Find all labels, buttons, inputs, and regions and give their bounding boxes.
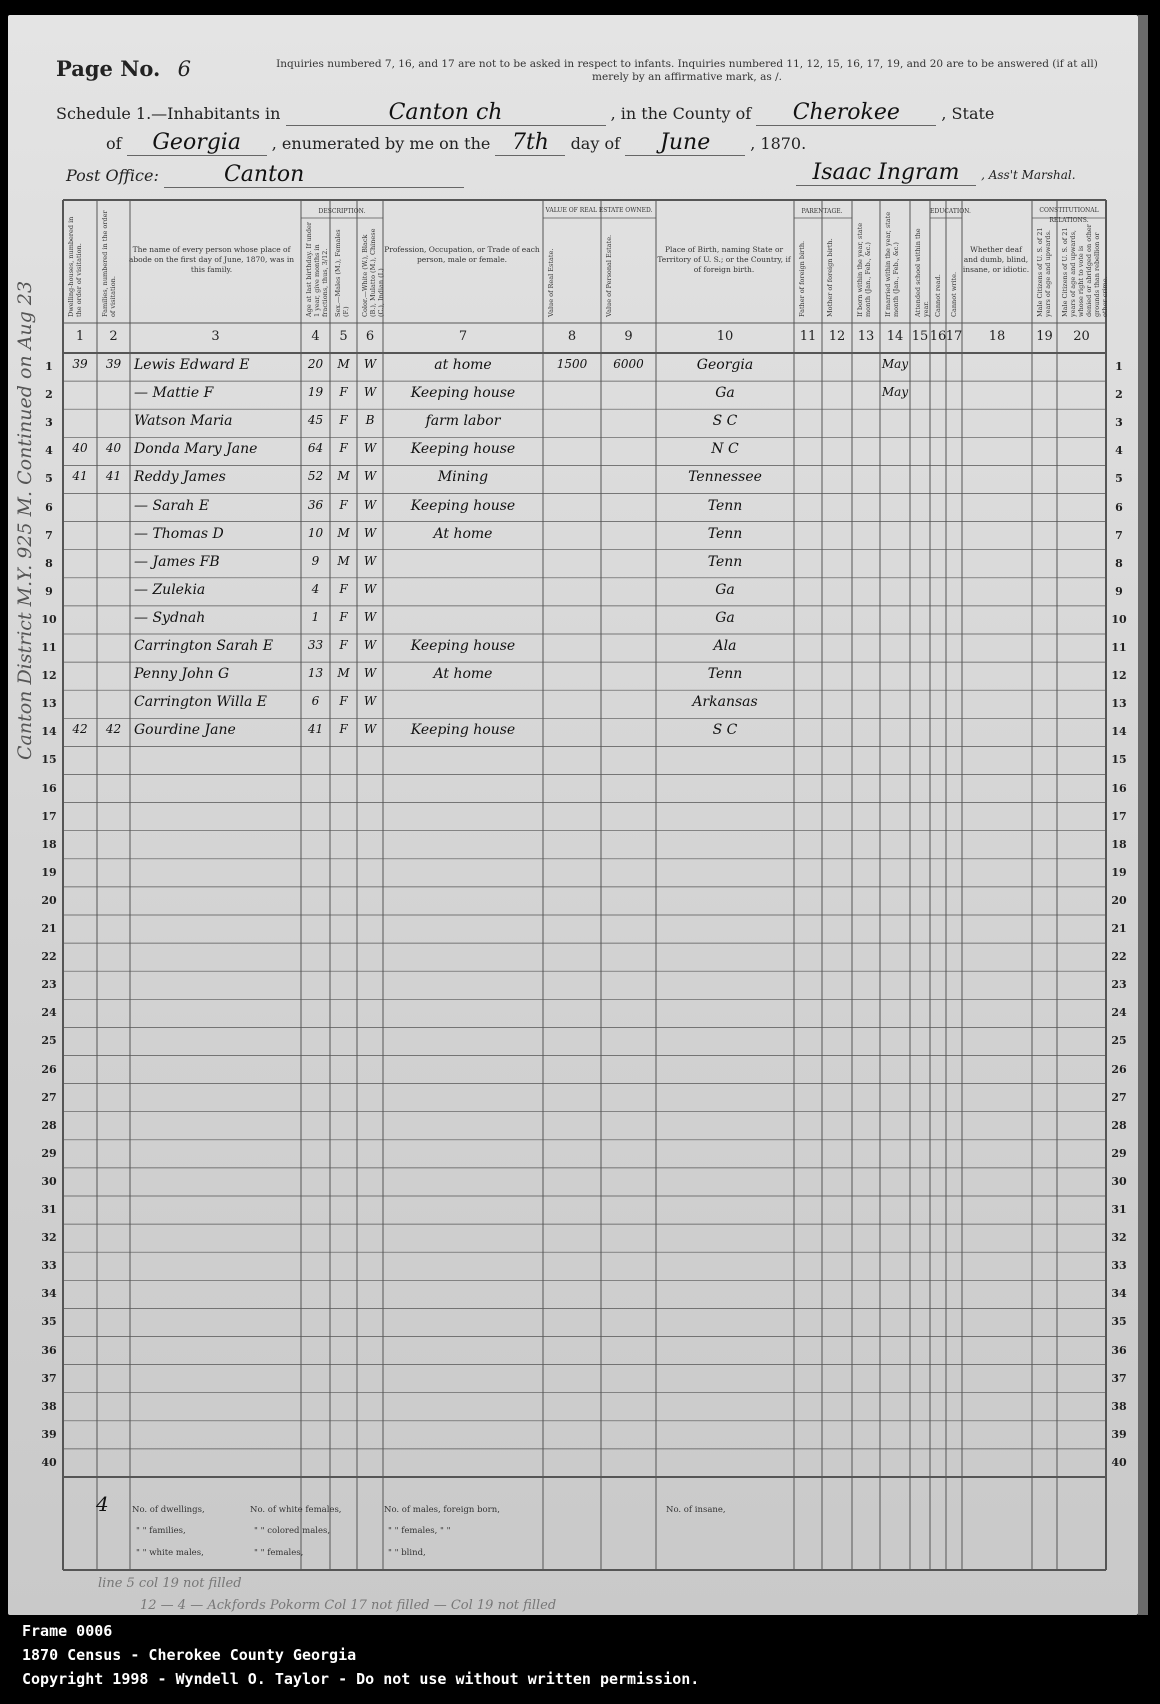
entry-age: 52 (307, 469, 324, 484)
entry-age: 4 (311, 581, 320, 596)
entry-name: Donda Mary Jane (134, 441, 258, 458)
row-number: 14 (41, 725, 57, 739)
post-office-name: Canton (164, 162, 464, 188)
entry-birth: Tenn (707, 525, 743, 542)
colored-males-label: " " colored males, (254, 1526, 331, 1536)
day-of-label: day of (570, 134, 621, 153)
entry-sex: M (337, 525, 350, 540)
row-number: 9 (1115, 584, 1123, 598)
entry-birth: Ga (715, 609, 735, 626)
entry-name: — Sydnah (134, 609, 206, 626)
entry-fam: 39 (105, 357, 122, 371)
row-number: 28 (1111, 1118, 1127, 1132)
entry-color: W (363, 694, 377, 709)
entry-color: B (365, 413, 375, 428)
males-foreign-label: No. of males, foreign born, (384, 1505, 500, 1515)
row-number: 4 (1115, 444, 1123, 458)
row-number: 11 (41, 641, 57, 654)
frame-caption: Frame 0006 (22, 1622, 113, 1640)
entry-birth: Tenn (707, 497, 743, 514)
entry-name: Carrington Sarah E (134, 638, 274, 654)
entry-fam: 42 (105, 722, 122, 737)
row-number: 37 (1111, 1371, 1127, 1385)
entry-occ: Mining (437, 469, 489, 486)
row-number: 6 (45, 500, 53, 514)
colored-females-label: " " females, (254, 1548, 304, 1558)
row-number: 27 (41, 1090, 57, 1104)
blind-label: " " blind, (388, 1548, 426, 1558)
row-number: 2 (45, 388, 53, 402)
row-number: 19 (41, 865, 57, 879)
row-number: 24 (41, 1006, 57, 1020)
entry-dw: 39 (72, 357, 88, 371)
row-number: 40 (41, 1455, 57, 1469)
education-group-header: EDUCATION. (930, 208, 971, 215)
entry-sex: F (339, 694, 348, 709)
constitutional-group-header: CONSTITUTIONAL RELATIONS. (1039, 207, 1099, 224)
row-number: 17 (41, 809, 57, 823)
entry-occ: At home (433, 525, 493, 542)
col18-header: Whether deaf and dumb, blind, insane, or idiotic. (962, 245, 1030, 274)
row-number: 3 (45, 416, 53, 430)
column-number: 18 (988, 329, 1006, 344)
entry-birth: N C (711, 441, 739, 458)
column-number: 12 (828, 329, 846, 344)
row-number: 39 (1111, 1427, 1127, 1441)
row-number: 28 (41, 1118, 57, 1132)
c16-header: Cannot read. (934, 274, 942, 317)
row-number: 33 (41, 1259, 57, 1273)
c6-header: Color.—White (W.), Black (B.), Mulatto (M.), Chinese (C.), Indian (I.) (361, 228, 385, 317)
entry-color: W (363, 666, 377, 681)
entry-sex: F (339, 413, 348, 428)
state-name: Georgia (127, 130, 267, 156)
row-number: 18 (41, 837, 57, 851)
row-number: 29 (41, 1146, 57, 1160)
entry-age: 6 (311, 694, 320, 709)
row-number: 35 (41, 1315, 57, 1329)
entry-mar: May (881, 385, 909, 400)
column-number: 2 (109, 329, 118, 344)
row-number: 29 (1111, 1146, 1127, 1160)
col10-header: Place of Birth, naming State or Territory of U. S.; or the Country, if of foreign birth. (657, 245, 791, 274)
entry-name: — Thomas D (134, 525, 224, 542)
row-number: 8 (1115, 556, 1123, 570)
entry-color: W (363, 581, 377, 596)
entry-name: — James FB (134, 553, 220, 570)
c9-header: Value of Personal Estate. (605, 234, 613, 317)
c17-header: Cannot write. (950, 271, 958, 317)
entry-color: W (363, 609, 377, 624)
entry-name: Reddy James (134, 469, 226, 486)
entry-occ: At home (433, 666, 493, 683)
county-name: Cherokee (756, 100, 936, 126)
row-number: 7 (45, 528, 53, 542)
entry-occ: at home (434, 357, 492, 373)
entry-pers: 6000 (613, 357, 644, 371)
entry-color: W (363, 722, 377, 737)
row-number: 12 (1111, 669, 1127, 683)
entry-age: 41 (307, 722, 324, 737)
row-number: 34 (41, 1287, 57, 1301)
row-number: 38 (1111, 1399, 1127, 1413)
entry-sex: F (339, 497, 348, 512)
row-number: 20 (41, 893, 57, 907)
row-number: 18 (1111, 837, 1127, 851)
column-number: 13 (857, 329, 875, 344)
c15-header: Attended school within the year. (914, 228, 930, 317)
real-estate-group-header: VALUE OF REAL ESTATE OWNED. (545, 207, 653, 214)
row-number: 2 (1115, 388, 1123, 402)
c13-header: If born within the year, state month (Jan., Feb., &c.) (856, 222, 872, 317)
row-number: 9 (45, 584, 53, 598)
row-number: 14 (1111, 725, 1127, 739)
place-name: Canton ch (286, 100, 606, 126)
row-number: 36 (41, 1343, 57, 1357)
copyright-caption: Copyright 1998 - Wyndell O. Taylor - Do not use without written permission. (22, 1670, 700, 1688)
row-number: 15 (1111, 753, 1127, 767)
row-number: 34 (1111, 1287, 1127, 1301)
entry-age: 13 (307, 666, 324, 681)
column-number: 1 (75, 329, 85, 344)
tally-mark: 4 (96, 1492, 109, 1516)
row-number: 22 (41, 950, 57, 964)
column-number: 9 (624, 329, 633, 344)
entry-age: 45 (307, 413, 324, 428)
pencil-note-2: 12 — 4 — Ackfords Pokorm Col 17 not filled — Col 19 not filled (140, 1598, 557, 1613)
entry-name: Penny John G (134, 666, 230, 683)
row-number: 39 (41, 1427, 57, 1441)
page-number: 6 (177, 57, 192, 81)
entry-fam: 40 (105, 441, 122, 456)
row-number: 26 (41, 1062, 57, 1076)
c11-header: Father of foreign birth. (798, 240, 806, 317)
row-number: 25 (41, 1034, 57, 1048)
row-number: 25 (1111, 1034, 1127, 1048)
row-number: 16 (41, 781, 57, 795)
row-number: 4 (45, 444, 53, 458)
column-number: 20 (1073, 329, 1090, 344)
entry-dw: 40 (72, 441, 88, 456)
enumeration-day: 7th (495, 130, 565, 156)
white-females-label: No. of white females, (250, 1505, 342, 1515)
entry-sex: F (339, 609, 348, 624)
entry-age: 1 (311, 609, 320, 624)
c4-header: Age at last birthday. If under 1 year, give months in fractions, thus, 3/12. (305, 222, 329, 317)
entry-mar: May (881, 357, 909, 371)
c1-header: Dwelling-houses, numbered in the order of visitation. (67, 216, 83, 317)
entry-name: Carrington Willa E (134, 694, 268, 711)
row-number: 23 (1111, 978, 1127, 992)
entry-sex: F (339, 722, 348, 737)
col7-header: Profession, Occupation, or Trade of each person, male or female. (384, 245, 540, 264)
row-number: 16 (1111, 781, 1127, 795)
row-number: 33 (1111, 1259, 1127, 1273)
column-number: 16 (929, 329, 947, 344)
schedule-label: Schedule 1.—Inhabitants in (56, 104, 281, 123)
column-number: 19 (1036, 329, 1053, 344)
of-label: of (106, 134, 122, 153)
entry-name: — Zulekia (134, 581, 206, 598)
row-number: 35 (1111, 1315, 1127, 1329)
column-number: 5 (339, 329, 348, 344)
dwellings-label: No. of dwellings, (132, 1505, 205, 1515)
entry-dw: 41 (72, 469, 88, 484)
column-number: 4 (311, 329, 320, 344)
column-number: 3 (211, 329, 220, 344)
entry-birth: S C (712, 722, 738, 739)
entry-age: 20 (307, 357, 324, 371)
entry-occ: Keeping house (410, 385, 516, 402)
entry-real: 1500 (556, 357, 588, 371)
entry-age: 36 (307, 497, 324, 512)
col3-header: The name of every person whose place of abode on the first day of June, 1870, was in this family. (128, 245, 295, 274)
row-number: 30 (41, 1174, 57, 1188)
row-number: 21 (41, 922, 57, 935)
row-number: 17 (1111, 809, 1127, 823)
post-office-label: Post Office: (66, 166, 159, 185)
description-group-header: DESCRIPTION. (318, 208, 366, 215)
row-number: 20 (1111, 893, 1127, 907)
entry-occ: Keeping house (410, 441, 516, 458)
entry-color: W (363, 497, 377, 512)
row-number: 5 (1115, 472, 1123, 486)
entry-name: — Mattie F (134, 385, 214, 402)
entry-sex: M (337, 553, 350, 568)
entry-color: W (363, 357, 377, 371)
entry-name: Gourdine Jane (134, 722, 236, 739)
entry-occ: Keeping house (410, 722, 516, 739)
marshal-name: Isaac Ingram (796, 160, 976, 186)
row-number: 11 (1111, 641, 1127, 654)
entry-birth: Ga (715, 385, 735, 402)
column-number: 15 (911, 329, 929, 344)
entry-age: 33 (307, 638, 324, 652)
row-number: 37 (41, 1371, 57, 1385)
entry-occ: Keeping house (410, 497, 516, 514)
entry-name: Watson Maria (134, 413, 233, 430)
year-label: , 1870. (750, 134, 807, 153)
entry-age: 64 (307, 441, 324, 456)
row-number: 8 (45, 556, 53, 570)
row-number: 12 (41, 669, 57, 683)
entry-color: W (363, 638, 377, 652)
entry-sex: F (339, 638, 348, 652)
row-number: 24 (1111, 1006, 1127, 1020)
row-number: 7 (1115, 528, 1123, 542)
entry-birth: Tenn (707, 666, 743, 683)
row-number: 23 (41, 978, 57, 992)
row-number: 1 (1115, 360, 1123, 373)
row-number: 10 (1111, 612, 1127, 626)
c5-header: Sex.—Males (M.), Females (F.) (334, 229, 350, 317)
entry-birth: Ala (713, 638, 737, 654)
row-number: 22 (1111, 950, 1127, 964)
row-number: 13 (1111, 697, 1127, 711)
entry-sex: M (337, 469, 350, 484)
entry-birth: Arkansas (692, 694, 758, 711)
margin-note: Canton District M.Y. 925 M. Continued on Aug 23 (14, 280, 36, 760)
entry-birth: Ga (715, 581, 735, 598)
row-number: 21 (1111, 922, 1127, 935)
entry-color: W (363, 553, 377, 568)
row-number: 31 (1111, 1203, 1127, 1216)
column-number: 8 (567, 329, 577, 344)
row-number: 13 (41, 697, 57, 711)
c8-header: Value of Real Estate. (547, 248, 555, 317)
enumerated-label: , enumerated by me on the (271, 134, 491, 153)
entry-color: W (363, 469, 377, 484)
title-caption: 1870 Census - Cherokee County Georgia (22, 1646, 357, 1664)
entry-sex: M (337, 357, 350, 371)
c12-header: Mother of foreign birth. (826, 238, 834, 317)
column-number: 6 (365, 329, 375, 344)
entry-sex: F (339, 385, 348, 400)
row-number: 32 (1111, 1231, 1127, 1245)
entry-dw: 42 (72, 722, 88, 737)
entry-age: 19 (307, 385, 324, 400)
c20-header: Male Citizens of U. S. of 21 years of age and upwards, whose right to vote is denied or abridged on other grounds than rebellion or other crime. (1061, 224, 1109, 317)
row-number: 10 (41, 612, 57, 626)
entry-color: W (363, 441, 377, 456)
row-number: 30 (1111, 1174, 1127, 1188)
row-number: 27 (1111, 1090, 1127, 1104)
parentage-group-header: PARENTAGE. (801, 208, 843, 215)
page-label: Page No. (56, 56, 161, 81)
row-number: 15 (41, 753, 57, 767)
row-number: 26 (1111, 1062, 1127, 1076)
entry-age: 10 (307, 525, 324, 540)
c19-header: Male Citizens of U. S. of 21 years of age and upwards. (1036, 227, 1052, 317)
entry-color: W (363, 525, 377, 540)
entry-occ: farm labor (425, 413, 501, 430)
marshal-label: , Ass't Marshal. (981, 168, 1076, 182)
row-number: 5 (45, 472, 53, 486)
instructions: Inquiries numbered 7, 16, and 17 are not to be asked in respect to infants. Inquiries numbered 11, 12, 15, 16, 17, 19, and 20 are to be answered (if at all) merely by an affirmative mark, as /. (276, 58, 1098, 83)
row-number: 3 (1115, 416, 1123, 430)
entry-name: — Sarah E (134, 497, 210, 514)
enumeration-month: June (625, 130, 745, 156)
c2-header: Families, numbered in the order of visitation. (101, 210, 117, 317)
column-number: 10 (716, 329, 734, 344)
entry-sex: F (339, 441, 348, 456)
entry-sex: F (339, 581, 348, 596)
column-number: 7 (458, 329, 468, 344)
insane-label: No. of insane, (666, 1505, 726, 1515)
row-number: 36 (1111, 1343, 1127, 1357)
entry-occ: Keeping house (410, 638, 516, 654)
entry-birth: Tennessee (688, 469, 762, 486)
row-number: 1 (45, 360, 53, 373)
column-number: 11 (799, 329, 817, 344)
entry-birth: Tenn (707, 553, 743, 570)
entry-age: 9 (311, 553, 320, 568)
c14-header: If married within the year, state month (Jan., Feb., &c.) (884, 211, 900, 317)
pencil-note-1: line 5 col 19 not filled (98, 1576, 242, 1591)
row-number: 38 (41, 1399, 57, 1413)
state-label: , State (941, 104, 995, 123)
females-foreign-label: " " females, " " (388, 1526, 451, 1536)
entry-name: Lewis Edward E (134, 357, 250, 373)
row-number: 40 (1111, 1455, 1127, 1469)
entry-sex: M (337, 666, 350, 681)
white-males-label: " " white males, (136, 1548, 204, 1558)
column-number: 14 (886, 329, 904, 344)
entry-color: W (363, 385, 377, 400)
row-number: 32 (41, 1231, 57, 1245)
row-number: 6 (1115, 500, 1123, 514)
row-number: 19 (1111, 865, 1127, 879)
county-label: , in the County of (610, 104, 752, 123)
entry-birth: Georgia (696, 357, 754, 373)
row-number: 31 (41, 1203, 57, 1216)
entry-fam: 41 (105, 469, 122, 484)
entry-birth: S C (712, 413, 738, 430)
families-label: " " families, (136, 1526, 186, 1536)
column-number: 17 (945, 329, 963, 344)
